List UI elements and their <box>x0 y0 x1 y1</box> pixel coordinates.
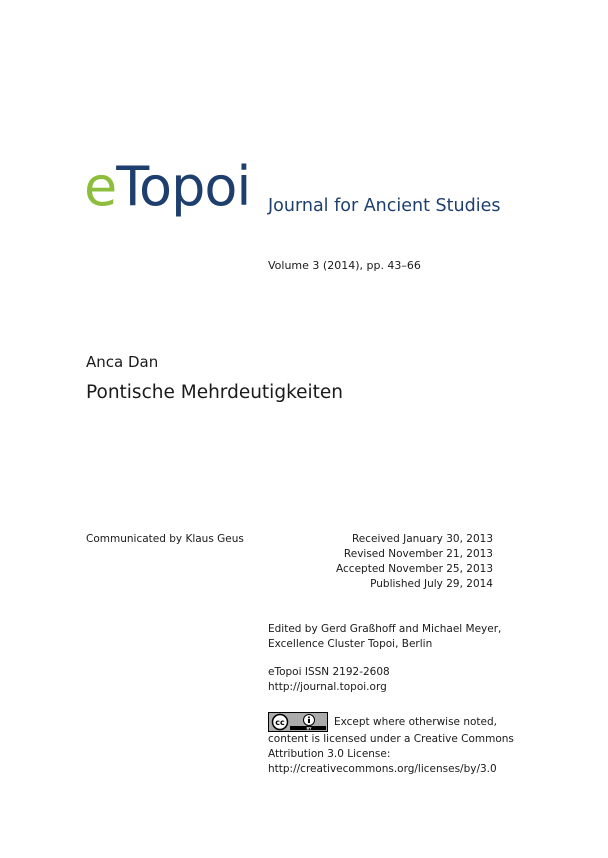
article-title: Pontische Mehrdeutigkeiten <box>86 382 344 403</box>
publication-dates <box>336 532 493 592</box>
license-url[interactable]: http://creativecommons.org/licenses/by/3.0 <box>268 763 497 775</box>
editors-line: Edited by Gerd Graßhoff and Michael Meyer, <box>268 623 502 635</box>
editors-affiliation: Excellence Cluster Topoi, Berlin <box>268 638 433 650</box>
logo-name: Topoi <box>116 155 251 218</box>
license-line1: Except where otherwise noted, <box>334 716 498 728</box>
logo-prefix: e <box>84 155 117 218</box>
editors-block <box>268 622 501 652</box>
license-first-line <box>268 712 508 732</box>
date-received: Received January 30, 2013 <box>351 533 493 545</box>
issn-block <box>268 665 390 695</box>
issn-number: eTopoi ISSN 2192-2608 <box>268 666 390 678</box>
license-line2: content is licensed under a Creative Commons <box>268 733 514 745</box>
date-revised: Revised November 21, 2013 <box>343 548 493 560</box>
by-badge-label: BY <box>306 726 312 731</box>
journal-url[interactable]: http://journal.topoi.org <box>268 681 387 693</box>
article-author: Anca Dan <box>86 353 159 371</box>
cc-badge-label: cc <box>275 718 285 727</box>
date-published: Published July 29, 2014 <box>370 578 493 590</box>
license-block <box>268 712 514 777</box>
license-line3: Attribution 3.0 License: <box>268 748 391 760</box>
journal-logo <box>84 155 251 218</box>
date-accepted: Accepted November 25, 2013 <box>336 563 493 575</box>
journal-subtitle: Journal for Ancient Studies <box>268 196 501 216</box>
cc-by-badge-icon <box>268 712 328 732</box>
communicated-by: Communicated by Klaus Geus <box>86 533 244 545</box>
volume-info: Volume 3 (2014), pp. 43–66 <box>268 259 421 272</box>
